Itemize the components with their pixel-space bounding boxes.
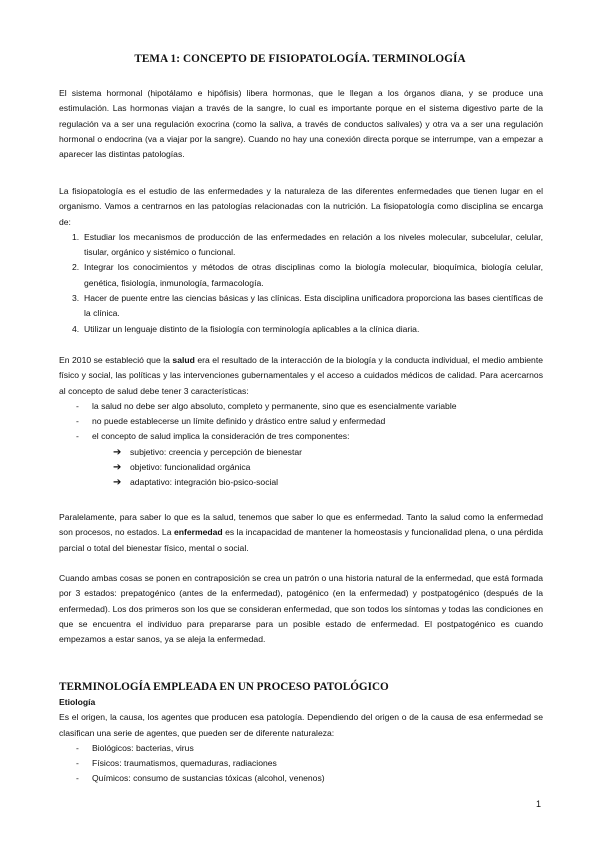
section-salud: [59, 353, 543, 491]
dash-list: [59, 741, 543, 787]
list-item: [59, 741, 543, 756]
bold-term-enfermedad: enfermedad: [173, 527, 223, 538]
page-title: TEMA 1: CONCEPTO DE FISIOPATOLOGÍA. TERMINOLOGÍA: [134, 53, 466, 65]
list-item: [59, 460, 543, 475]
list-item: [59, 771, 543, 786]
dash-bullet: -: [76, 400, 79, 411]
page-number: 1: [536, 799, 542, 809]
list-item: [59, 230, 543, 261]
list-item: [59, 429, 543, 490]
list-item: [59, 445, 543, 460]
list-item: [59, 756, 543, 771]
numbered-list: [59, 230, 543, 337]
arrow-icon: ➔: [113, 477, 122, 489]
paragraph-text: Es el origen, la causa, los agentes que producen esa patología. Dependiendo del origen o de la causa de esa enfermedad se clasifican una serie de agentes, que pueden ser de diferente naturaleza:: [59, 712, 543, 738]
bold-term-salud: salud: [172, 355, 195, 365]
dash-bullet: -: [76, 431, 79, 442]
list-number: 4.: [72, 323, 80, 334]
list-item: [59, 322, 543, 337]
text-run: En 2010 se estableció que la: [59, 355, 173, 365]
text-run: era el resultado de la interacción de la biología y la conducta individual, el medio ambiente físico y social, las políticas y las intervenciones gubernamentales y el acceso a cuidados médicos de calidad. Para acercarnos al concepto de salud debe tener 3 características:: [59, 355, 543, 396]
list-item-text: adaptativo: integración bio-psico-social: [130, 477, 279, 488]
dash-bullet: -: [76, 758, 79, 769]
arrow-list: [59, 445, 543, 491]
dash-bullet: -: [76, 416, 79, 427]
list-item-text: Integrar los conocimientos y métodos de otras disciplinas como la biología molecular, bioquímica, biología celular, genética, fisiología, inmunología, farmacología.: [84, 262, 543, 288]
list-item: [59, 291, 543, 322]
section-terminologia: [59, 679, 543, 787]
list-item-text: Químicos: consumo de sustancias tóxicas (alcohol, venenos): [92, 773, 325, 784]
list-item: [59, 260, 543, 291]
list-item: [59, 475, 543, 490]
paragraph-enfermedad: [59, 510, 543, 556]
list-number: 2.: [72, 262, 80, 273]
paragraph-text: El sistema hormonal (hipotálamo e hipófisis) libera hormonas, que le llegan a los órganos diana, y se produce una estimulación. Las hormonas viajan a través de la sangre, lo cual es importante porque en el sistema digestivo parte de la regulación va a ser una regulación exocrina (como la saliva, a través de conductos salivales) y otra va a ser una regulación hormonal o endocrina (va a viajar por la sangre). Cuando no hay una conexión directa porque se interrumpe, van a empezar a aparecer las distintas patologías.: [59, 88, 543, 160]
list-item-text: subjetivo: creencia y percepción de bienestar: [130, 446, 302, 457]
paragraph-text: La fisiopatología es el estudio de las enfermedades y la naturaleza de las diferentes enfermedades que tienen lugar en el organismo. Vamos a centrarnos en las patologías relacionadas con la nutrición. La fisiopatología como disciplina se encarga de:: [59, 186, 543, 227]
dash-list: [59, 399, 543, 491]
list-number: 1.: [72, 231, 80, 242]
dash-bullet: -: [76, 773, 79, 784]
section-heading: TERMINOLOGÍA EMPLEADA EN UN PROCESO PATOLÓGICO: [59, 681, 389, 693]
text-run: Paralelamente, para saber lo que es la salud, tenemos que saber lo que es enfermedad. Tanto la salud como la enfermedad son procesos, no estados. La: [59, 512, 543, 538]
paragraph-text: [59, 353, 543, 399]
paragraph-historia-natural: [59, 571, 543, 647]
list-item-text: el concepto de salud implica la consideración de tres componentes:: [92, 431, 350, 442]
paragraph-text: [59, 510, 543, 556]
arrow-icon: ➔: [113, 446, 122, 458]
list-item-text: no puede establecerse un límite definido y drástico entre salud y enfermedad: [92, 416, 386, 427]
list-item-text: Utilizar un lenguaje distinto de la fisiología con terminología aplicables a la clínica diaria.: [84, 323, 420, 334]
arrow-icon: ➔: [113, 462, 122, 474]
list-item-text: la salud no debe ser algo absoluto, completo y permanente, sino que es esencialmente variable: [92, 400, 457, 411]
paragraph-hormonal-system: [59, 86, 543, 162]
list-item-text: objetivo: funcionalidad orgánica: [130, 462, 251, 473]
list-item: [59, 399, 543, 414]
list-item-text: Biológicos: bacterias, virus: [92, 742, 194, 753]
subsection-heading: Etiología: [59, 697, 96, 707]
list-item-text: Hacer de puente entre las ciencias básicas y las clínicas. Esta disciplina unificadora proporciona las bases científicas de la clínica.: [84, 293, 543, 319]
list-item-text: Estudiar los mecanismos de producción de las enfermedades en relación a los niveles molecular, subcelular, celular, tisular, orgánico y sistémico o funcional.: [84, 231, 543, 258]
section-fisiopatologia: [59, 184, 543, 337]
dash-bullet: -: [76, 742, 79, 753]
paragraph-text: Cuando ambas cosas se ponen en contraposición se crea un patrón o una historia natural de la enfermedad, que está formada por 3 estados: prepatogénico (antes de la enfermedad), patogénico (en la enfermedad) y postpatogénico (después de la enfermedad). Los dos primeros son los que se consideran enfermedad, que son todos los síntomas y todas las condiciones en que se encuentra el individuo para prepararse para un posible estado de enfermedad. El postpatogénico es cuando empezamos a estar sanos, ya se aleja la enfermedad.: [59, 573, 543, 645]
list-item-text: Físicos: traumatismos, quemaduras, radiaciones: [92, 758, 277, 769]
list-number: 3.: [72, 293, 80, 304]
text-run: es la incapacidad de mantener la homeostasis y funcionalidad plena, o una pérdida parcial o total del bienestar físico, mental o social.: [59, 527, 543, 553]
list-item: [59, 414, 543, 429]
